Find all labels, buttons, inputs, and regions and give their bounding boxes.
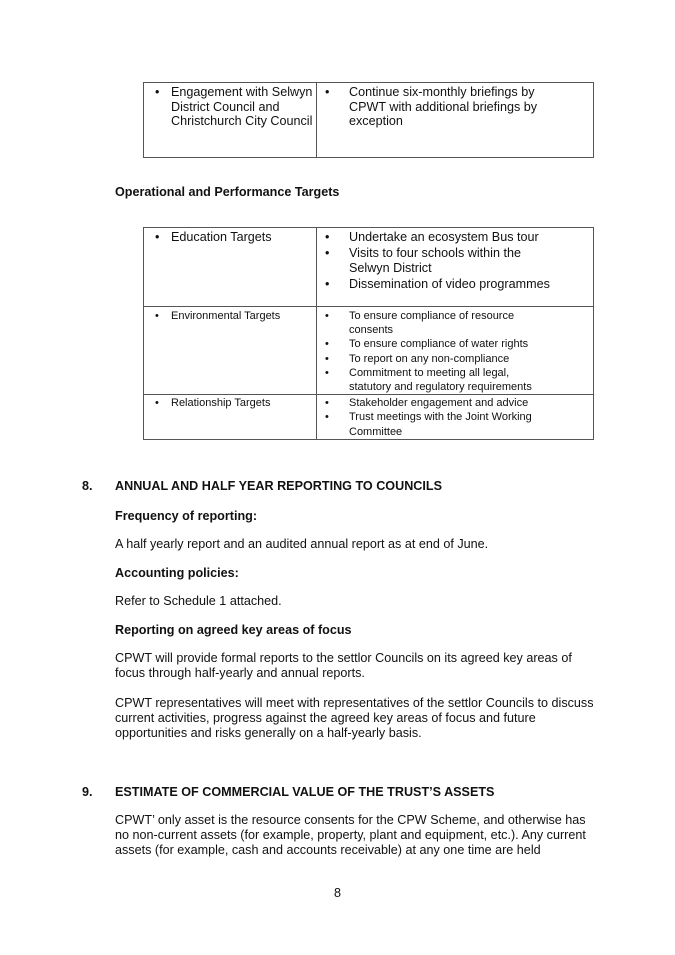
section-9-title: ESTIMATE OF COMMERCIAL VALUE OF THE TRUST’S ASSETS bbox=[115, 785, 495, 799]
target-item: • To ensure compliance of resource consents bbox=[317, 309, 548, 337]
target-label: • Relationship Targets bbox=[144, 396, 316, 410]
frequency-heading: Frequency of reporting: bbox=[115, 509, 258, 523]
engagement-left-item: • Engagement with Selwyn District Council and Christchurch City Council bbox=[144, 85, 316, 129]
focus-text-1: CPWT will provide formal reports to the settlor Councils on its agreed key areas of focus through half-yearly and annual reports. bbox=[115, 651, 572, 681]
engagement-right-item: • Continue six-monthly briefings by CPWT with additional briefings by exception bbox=[317, 85, 593, 129]
target-label: • Education Targets bbox=[144, 230, 316, 245]
engagement-right-cell bbox=[317, 83, 594, 158]
focus-heading: Reporting on agreed key areas of focus bbox=[115, 623, 352, 637]
target-item: • To ensure compliance of water rights bbox=[317, 337, 548, 351]
operational-heading: Operational and Performance Targets bbox=[115, 185, 340, 199]
target-item: • Commitment to meeting all legal, statutory and regulatory requirements bbox=[317, 366, 548, 394]
section-8-number: 8. bbox=[82, 479, 93, 493]
target-item: • Trust meetings with the Joint Working Committee bbox=[317, 410, 548, 438]
target-label: • Environmental Targets bbox=[144, 309, 316, 323]
focus-text-2: CPWT representatives will meet with representatives of the settlor Councils to discuss current activities, progress against the agreed key areas of focus and future opportunities and risks generally on a half-yearly basis. bbox=[115, 696, 594, 741]
section-9-text: CPWT’ only asset is the resource consents for the CPW Scheme, and otherwise has no non-current assets (for example, property, plant and equipment, etc.). Any current assets (for example, cash and accounts receivable) at any one time are held bbox=[115, 813, 586, 858]
engagement-left-cell bbox=[144, 83, 317, 158]
table-row bbox=[144, 307, 594, 395]
targets-table bbox=[143, 227, 594, 440]
table-row bbox=[144, 395, 594, 440]
accounting-heading: Accounting policies: bbox=[115, 566, 239, 580]
target-item: • Stakeholder engagement and advice bbox=[317, 396, 548, 410]
engagement-table bbox=[143, 82, 594, 158]
target-item: • Visits to four schools within the Selwyn District bbox=[317, 246, 563, 277]
accounting-text: Refer to Schedule 1 attached. bbox=[115, 594, 282, 608]
target-item: • To report on any non-compliance bbox=[317, 352, 548, 366]
table-row bbox=[144, 228, 594, 307]
frequency-text: A half yearly report and an audited annual report as at end of June. bbox=[115, 537, 489, 551]
section-9-number: 9. bbox=[82, 785, 93, 799]
page-number: 8 bbox=[333, 886, 341, 900]
target-item: • Dissemination of video programmes bbox=[317, 277, 563, 293]
target-item: • Undertake an ecosystem Bus tour bbox=[317, 230, 563, 246]
section-8-title: ANNUAL AND HALF YEAR REPORTING TO COUNCILS bbox=[115, 479, 442, 493]
